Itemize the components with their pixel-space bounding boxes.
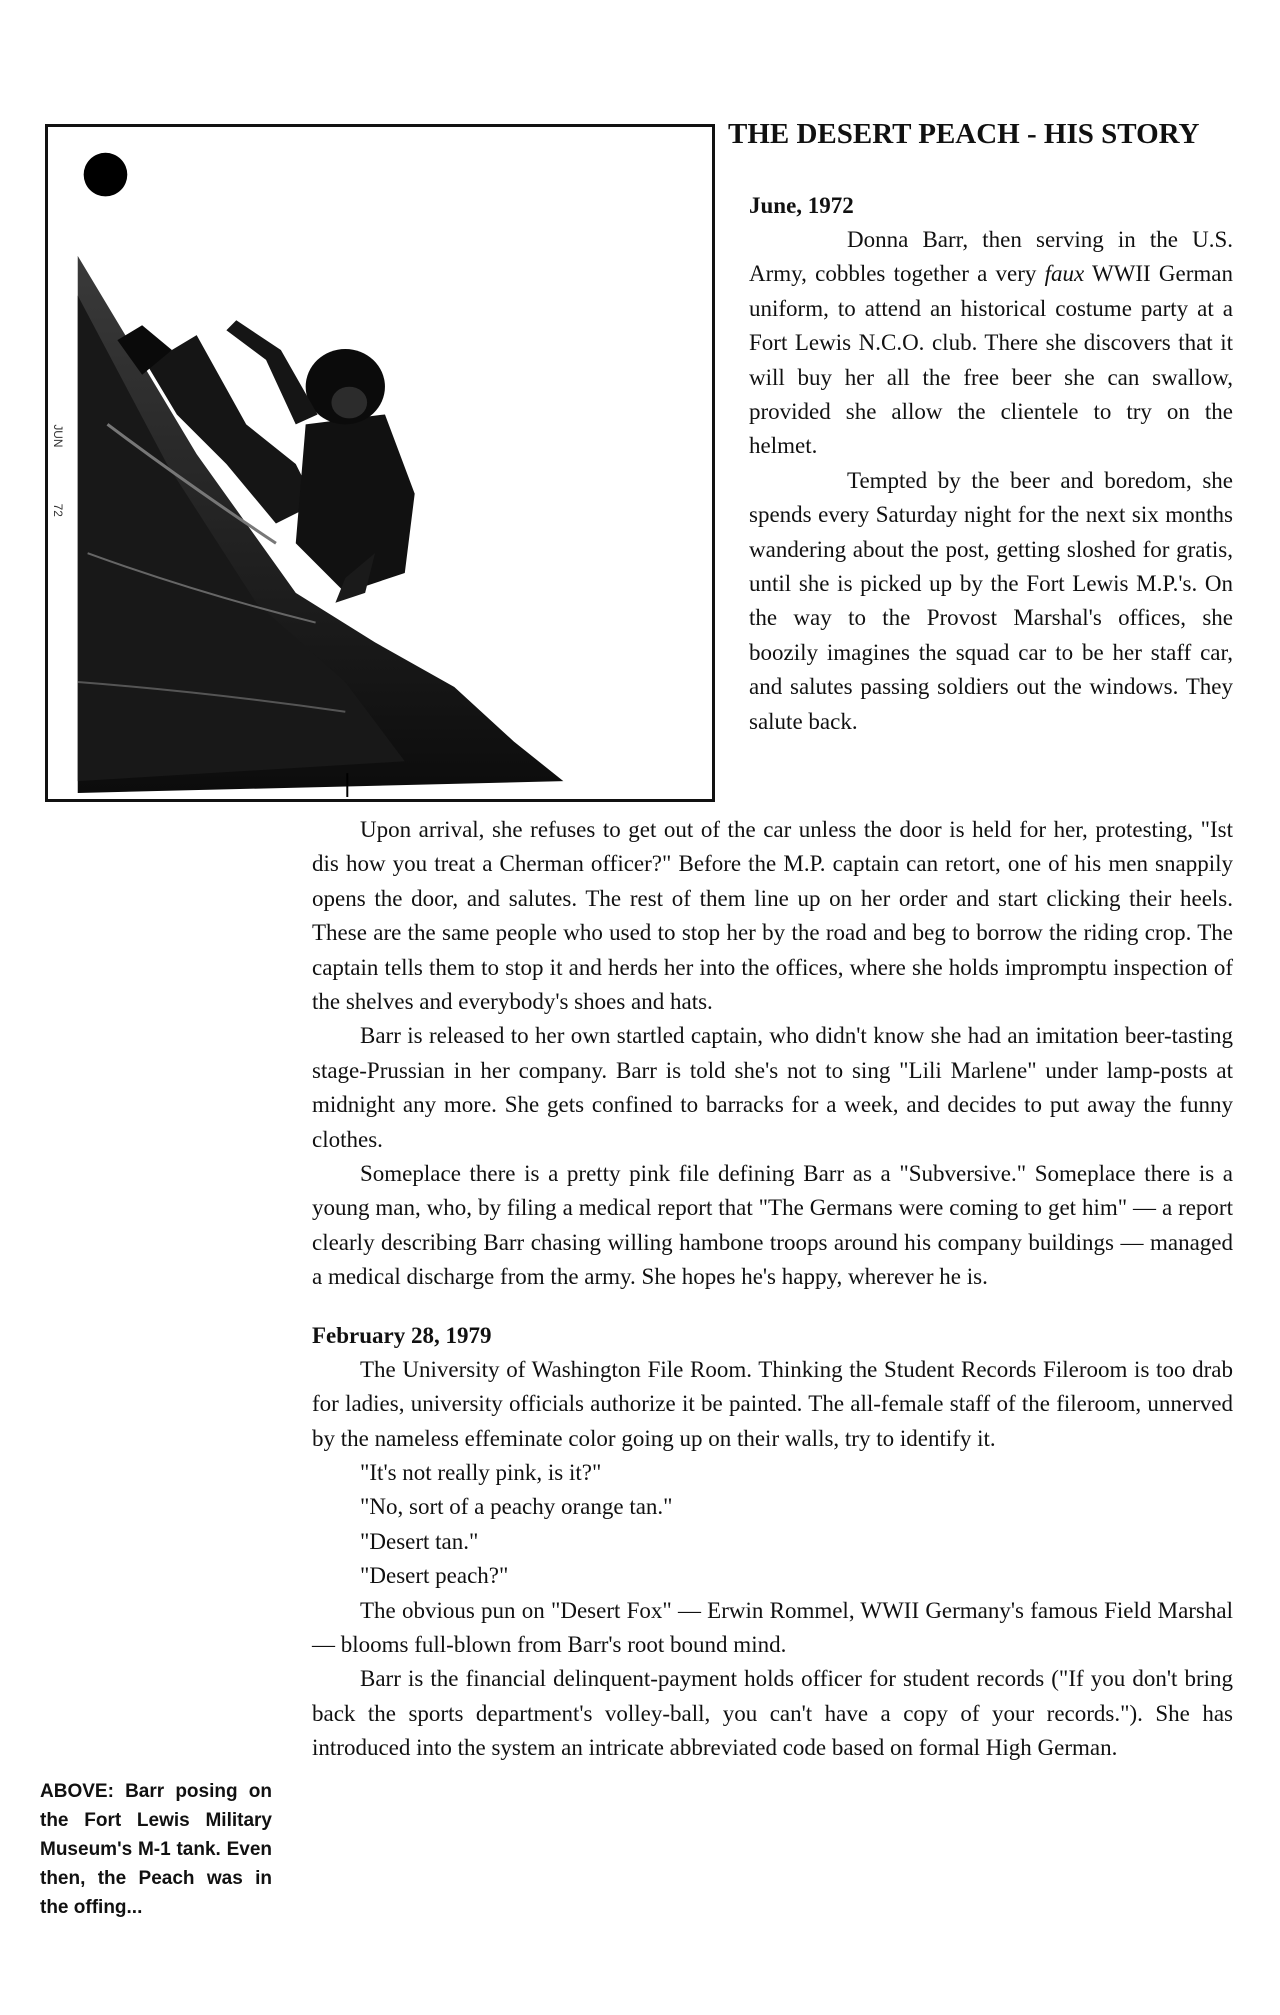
main-body-text	[312, 813, 1233, 1766]
figure-torso	[296, 414, 415, 592]
paragraph: The University of Washington File Room. Thinking the Student Records Fileroom is too drab for ladies, university officials authorize it be painted. The all-female staff of the fileroom, unnerved by the nameless effeminate color going up on their walls, try to identify it.	[312, 1356, 1233, 1451]
tank-photo	[45, 124, 715, 802]
photo-caption: ABOVE: Barr posing on the Fort Lewis Military Museum's M-1 tank. Even then, the Peach was in the offing...	[40, 1781, 272, 1918]
section-1972-intro	[749, 189, 1233, 739]
paragraph: Tempted by the beer and boredom, she spends every Saturday night for the next six months wandering about the post, getting sloshed for gratis, until she is picked up by the Fort Lewis M.P.'s. On the way to the Provost Marshal's offices, she boozily imagines the squad car to be her staff car, and salutes passing soldiers out the windows. They salute back.	[749, 467, 1233, 734]
dialogue-line: "It's not really pink, is it?"	[360, 1459, 602, 1485]
tank-photo-drawing	[48, 127, 712, 799]
dialogue-line: "No, sort of a peachy orange tan."	[360, 1494, 673, 1520]
paragraph: Someplace there is a pretty pink file defining Barr as a "Subversive." Someplace there is a young man, who, by filing a medical report that "The Germans were coming to get him" — a report clearly describing Barr chasing willing hambone troops around his company buildings — managed a medical discharge from the army. She hopes he's happy, wherever he is.	[312, 1161, 1233, 1290]
paragraph: Upon arrival, she refuses to get out of the car unless the door is held for her, protesting, "Ist dis how you treat a Cherman officer?" Before the M.P. captain can retort, one of his men snappily opens the door, and salutes. The rest of them line up on her order and start clicking their heels. These are the same people who used to stop her by the road and beg to borrow the riding crop. The captain tells them to stop it and herds her into the offices, where she holds impromptu inspection of the shelves and everybody's shoes and hats.	[312, 817, 1233, 1015]
margin-mark-jun: JUN	[50, 424, 65, 448]
hole-punch-mark	[84, 153, 128, 197]
dialogue-line: "Desert tan."	[360, 1528, 479, 1554]
paragraph: Barr is the financial delinquent-payment holds officer for student records ("If you don't bring back the sports department's volley-ball, you can't have a copy of your records."). She has introduced into the system an intricate abbreviated code based on formal High German.	[312, 1666, 1233, 1761]
paragraph: The obvious pun on "Desert Fox" — Erwin Rommel, WWII Germany's famous Field Marshal — blooms full-blown from Barr's root bound mind.	[312, 1597, 1233, 1657]
section-date-heading: February 28, 1979	[312, 1322, 492, 1348]
section-date-heading: June, 1972	[749, 193, 854, 218]
margin-mark-year: 72	[50, 503, 65, 517]
dialogue-line: "Desert peach?"	[360, 1563, 509, 1589]
emphasis: faux	[1044, 261, 1085, 287]
paragraph: Donna Barr, then serving in the U.S. Army, cobbles together a very faux WWII German uniform, to attend an historical costume party at a Fort Lewis N.C.O. club. There she discovers that it will buy her all the free beer she can swallow, provided she allow the clientele to try on the helmet.	[749, 227, 1233, 459]
page-title: THE DESERT PEACH - HIS STORY	[728, 118, 1200, 150]
figure-arm	[226, 320, 317, 424]
figure-face	[331, 387, 367, 419]
paragraph: Barr is released to her own startled captain, who didn't know she had an imitation beer-tasting stage-Prussian in her company. Barr is told she's not to sing "Lili Marlene" under lamp-posts at midnight any more. She gets confined to barracks for a week, and decides to put away the funny clothes.	[312, 1023, 1233, 1152]
